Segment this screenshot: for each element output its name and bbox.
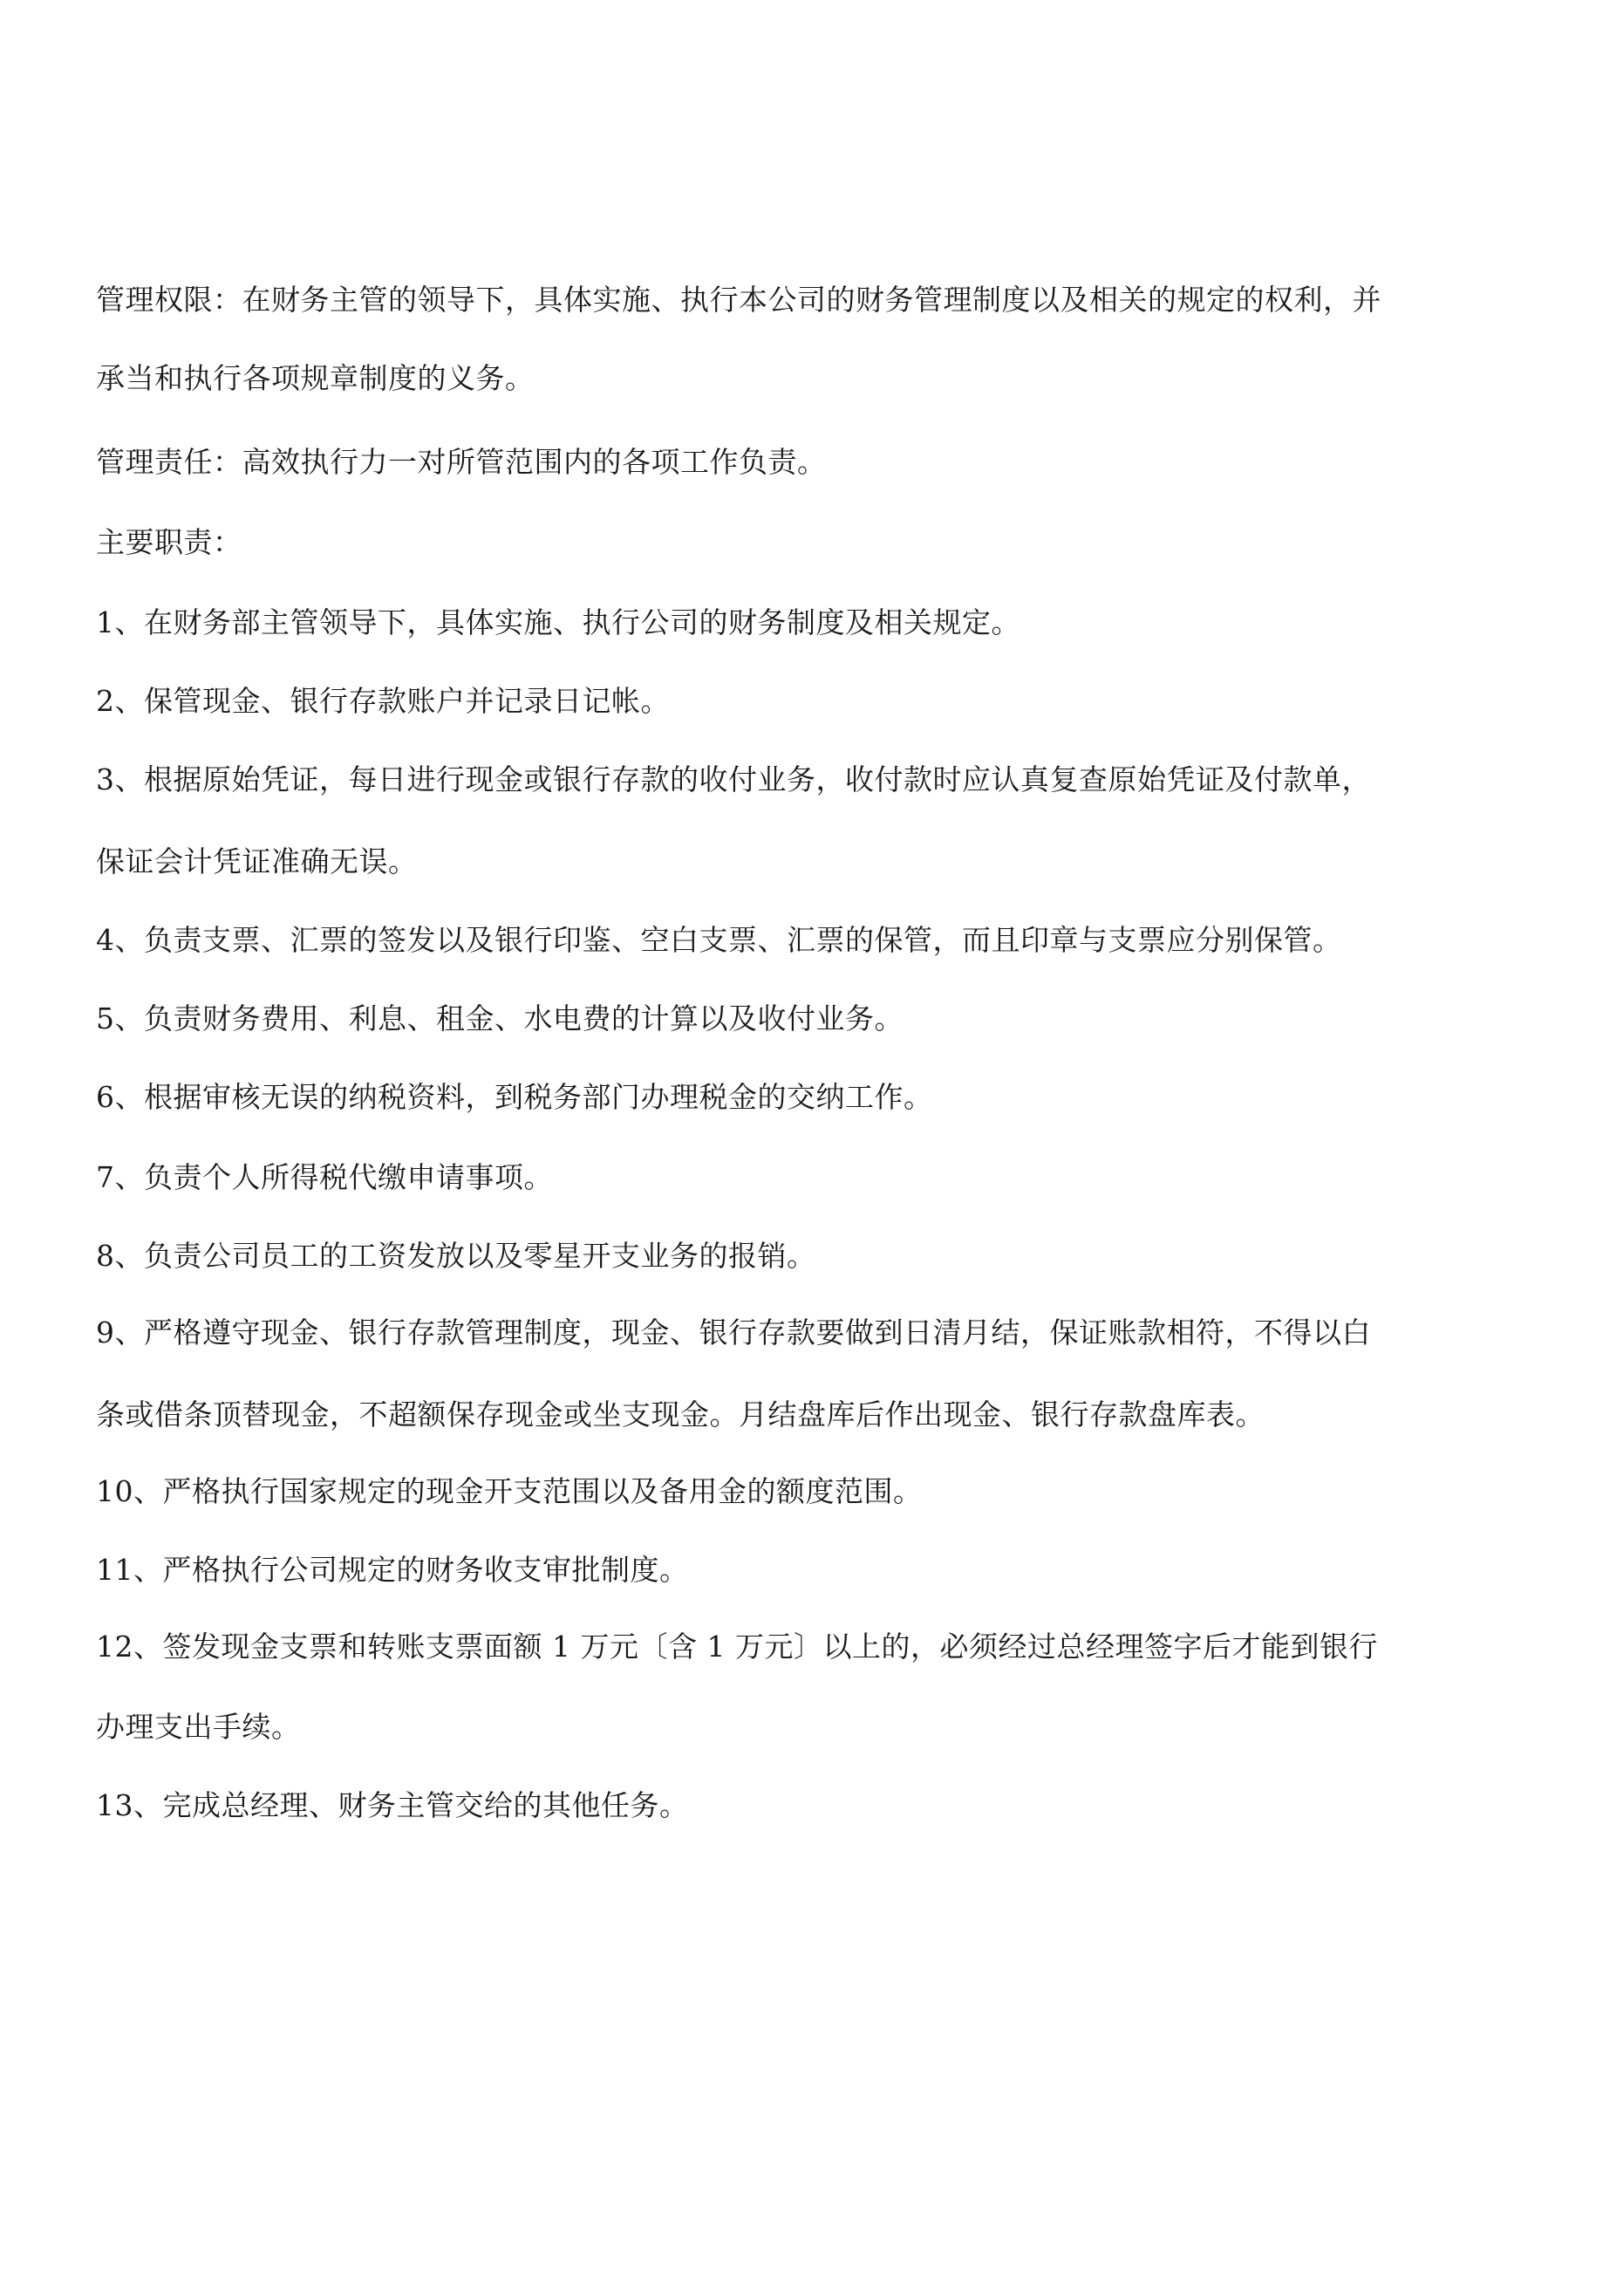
duty-item-5: 5、负责财务费用、利息、租金、水电费的计算以及收付业务。 bbox=[96, 1001, 904, 1035]
management-authority-line-2: 承当和执行各项规章制度的义务。 bbox=[96, 361, 535, 395]
duty-item-3-line-2: 保证会计凭证准确无误。 bbox=[96, 844, 418, 878]
duty-item-6: 6、根据审核无误的纳税资料，到税务部门办理税金的交纳工作。 bbox=[96, 1080, 933, 1114]
duty-item-10: 10、严格执行国家规定的现金开支范围以及备用金的额度范围。 bbox=[96, 1474, 923, 1508]
management-responsibility: 管理责任：高效执行力一对所管范围内的各项工作负责。 bbox=[96, 445, 827, 479]
duty-item-7: 7、负责个人所得税代缴申请事项。 bbox=[96, 1160, 553, 1194]
management-authority-line-1: 管理权限：在财务主管的领导下，具体实施、执行本公司的财务管理制度以及相关的规定的权利，并 bbox=[96, 283, 1381, 317]
duty-item-9-line-2: 条或借条顶替现金，不超额保存现金或坐支现金。月结盘库后作出现金、银行存款盘库表。 bbox=[96, 1397, 1265, 1432]
duty-item-4: 4、负责支票、汇票的签发以及银行印鉴、空白支票、汇票的保管，而且印章与支票应分别保管。 bbox=[96, 923, 1342, 957]
duty-item-11: 11、严格执行公司规定的财务收支审批制度。 bbox=[96, 1553, 689, 1587]
duty-item-12-line-1: 12、签发现金支票和转账支票面额 1 万元〔含 1 万元〕以上的，必须经过总经理签字后才能到银行 bbox=[96, 1630, 1378, 1664]
duty-item-3-line-1: 3、根据原始凭证，每日进行现金或银行存款的收付业务，收付款时应认真复查原始凭证及付款单， bbox=[96, 762, 1371, 796]
duty-item-13: 13、完成总经理、财务主管交给的其他任务。 bbox=[96, 1788, 689, 1822]
duty-item-1: 1、在财务部主管领导下，具体实施、执行公司的财务制度及相关规定。 bbox=[96, 605, 1020, 639]
duty-item-12-line-2: 办理支出手续。 bbox=[96, 1710, 301, 1744]
duty-item-2: 2、保管现金、银行存款账户并记录日记帐。 bbox=[96, 684, 670, 718]
duty-item-8: 8、负责公司员工的工资发放以及零星开支业务的报销。 bbox=[96, 1239, 816, 1273]
main-duties-heading: 主要职责： bbox=[96, 525, 242, 559]
duty-item-9-line-1: 9、严格遵守现金、银行存款管理制度，现金、银行存款要做到日清月结，保证账款相符，不得以白 bbox=[96, 1315, 1371, 1350]
